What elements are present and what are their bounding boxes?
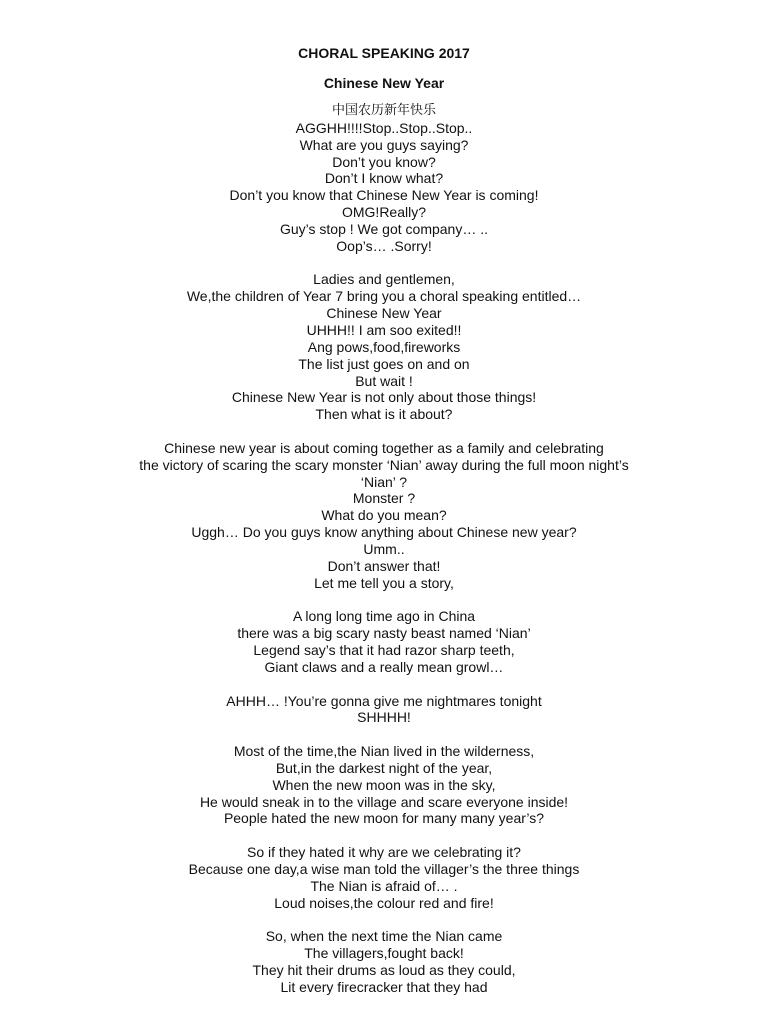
poem-line: Because one day,a wise man told the villager’s the three things [188, 860, 580, 877]
poem-line: SHHHH! [357, 709, 411, 726]
poem-line: Don’t I know what? [324, 170, 444, 187]
poem-body [0, 103, 768, 996]
stanza-gap [0, 423, 768, 440]
poem-line: The villagers,fought back! [304, 945, 464, 962]
stanza-gap [0, 591, 768, 608]
poem-line: A long long time ago in China [292, 608, 476, 625]
poem-line: He would sneak in to the village and scare everyone inside! [199, 793, 569, 810]
document-title: CHORAL SPEAKING 2017 [298, 45, 470, 61]
poem-line: Don’t you know that Chinese New Year is coming! [229, 187, 539, 204]
poem-line: ‘Nian’ ? [360, 473, 408, 490]
poem-line: When the new moon was in the sky, [272, 776, 496, 793]
stanza-1 [0, 103, 768, 255]
stanza-2 [0, 271, 768, 423]
stanza-6 [0, 743, 768, 827]
poem-line: Uggh… Do you guys know anything about Chinese new year? [191, 524, 577, 541]
poem-line: Oop’s… .Sorry! [336, 237, 432, 254]
poem-line: Don’t you know? [332, 153, 436, 170]
poem-line: We,the children of Year 7 bring you a choral speaking entitled… [186, 288, 582, 305]
poem-line: Chinese new year is about coming together as a family and celebrating [164, 439, 604, 456]
stanza-7 [0, 844, 768, 911]
poem-line: AHHH… !You’re gonna give me nightmares tonight [226, 692, 542, 709]
poem-line: there was a big scary nasty beast named ‘Nian’ [237, 625, 531, 642]
poem-line: What do you mean? [321, 507, 447, 524]
poem-line: They hit their drums as loud as they could, [252, 962, 516, 979]
poem-line: Chinese New Year is not only about those things! [231, 389, 537, 406]
poem-line: UHHH!! I am soo exited!! [306, 321, 462, 338]
poem-line: Giant claws and a really mean growl… [264, 658, 504, 675]
poem-line: the victory of scaring the scary monster ‘Nian’ away during the full moon night’s [139, 456, 629, 473]
stanza-gap [0, 912, 768, 929]
stanza-gap [0, 827, 768, 844]
stanza-gap [0, 255, 768, 272]
poem-line: So if they hated it why are we celebrating it? [247, 844, 521, 861]
poem-line: Let me tell you a story, [314, 574, 454, 591]
poem-line: 中国农历新年快乐 [331, 103, 436, 118]
poem-line: Loud noises,the colour red and fire! [274, 894, 494, 911]
poem-line: Monster ? [352, 490, 416, 507]
poem-line: Don’t answer that! [327, 557, 441, 574]
poem-line: Chinese New Year [326, 305, 442, 322]
poem-line: People hated the new moon for many many year’s? [223, 810, 545, 827]
poem-line: Lit every firecracker that they had [280, 978, 488, 995]
stanza-gap [0, 676, 768, 693]
poem-line: So, when the next time the Nian came [265, 928, 503, 945]
stanza-8 [0, 928, 768, 995]
document-subtitle: Chinese New Year [323, 75, 445, 91]
poem-line: AGGHH!!!!Stop..Stop..Stop.. [295, 119, 473, 136]
stanza-4 [0, 608, 768, 675]
poem-line: Legend say’s that it had razor sharp teeth, [253, 642, 515, 658]
poem-line: Ladies and gentlemen, [313, 271, 455, 288]
poem-line: The Nian is afraid of… . [310, 877, 458, 894]
poem-line: What are you guys saying? [299, 136, 469, 153]
poem-line: Ang pows,food,fireworks [307, 338, 461, 355]
poem-line: Guy’s stop ! We got company… .. [279, 220, 489, 237]
stanza-gap [0, 726, 768, 743]
poem-line: But,in the darkest night of the year, [275, 759, 493, 776]
stanza-3 [0, 440, 768, 592]
poem-line: Then what is it about? [315, 406, 453, 423]
poem-line: Umm.. [363, 540, 405, 557]
stanza-5 [0, 693, 768, 727]
poem-line: The list just goes on and on [298, 355, 470, 372]
poem-line: But wait ! [355, 372, 413, 389]
poem-line: OMG!Really? [341, 204, 427, 221]
poem-line: Most of the time,the Nian lived in the wilderness, [233, 743, 535, 760]
